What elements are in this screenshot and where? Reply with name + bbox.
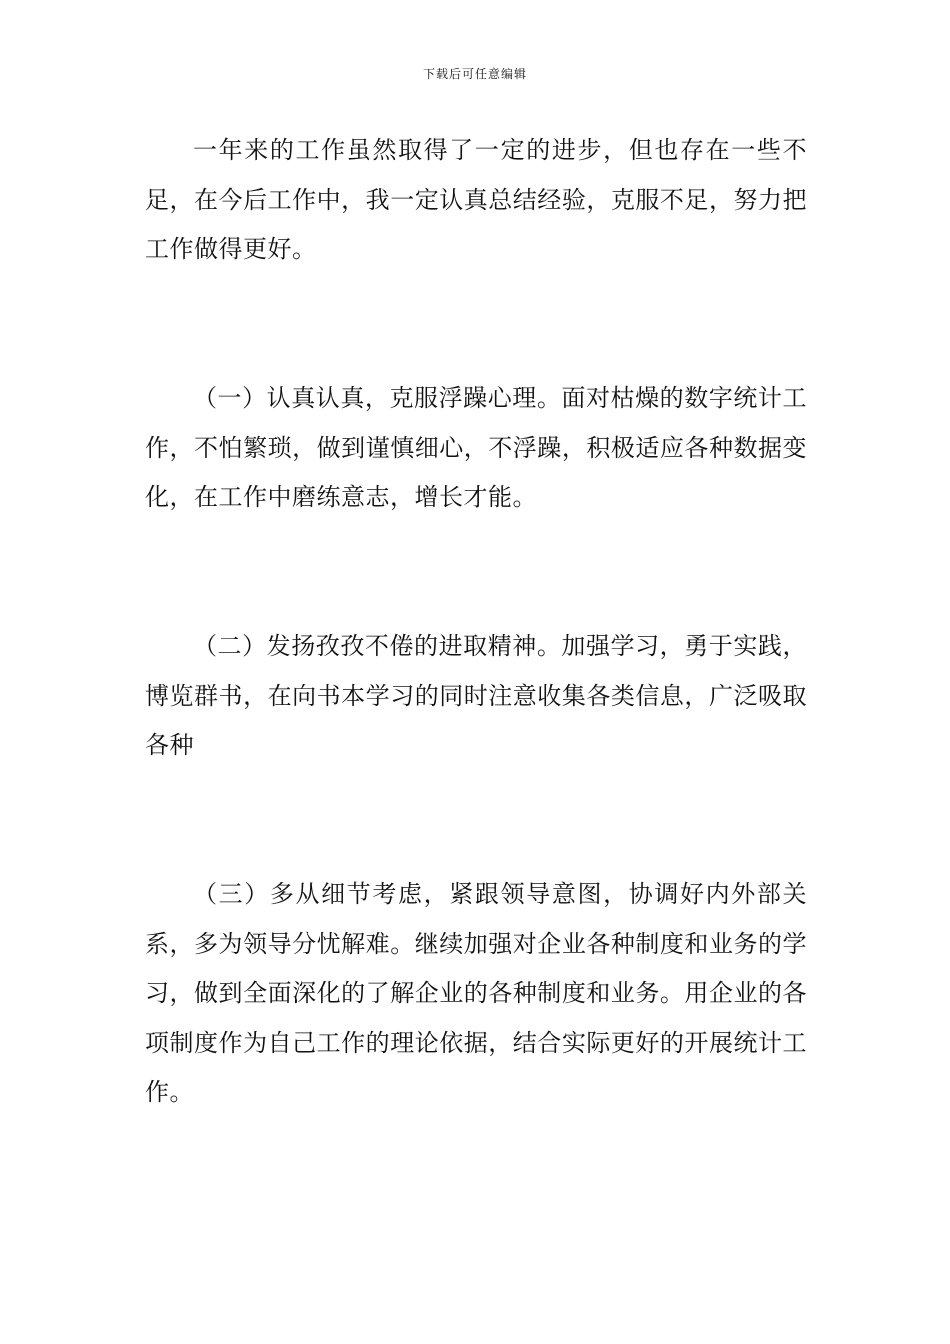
page-header-note: 下载后可任意编辑 [422, 67, 527, 81]
paragraph-point-one: （一）认真认真，克服浮躁心理。面对枯燥的数字统计工作，不怕繁琐，做到谨慎细心，不浮躁，积极适应各种数据变化，在工作中磨练意志，增长才能。 [145, 384, 807, 511]
paragraph-point-two: （二）发扬孜孜不倦的进取精神。加强学习，勇于实践，博览群书，在向书本学习的同时注意收集各类信息，广泛吸取各种 [145, 632, 807, 759]
paragraph-summary: 一年来的工作虽然取得了一定的进步，但也存在一些不足，在今后工作中，我一定认真总结经验，克服不足，努力把工作做得更好。 [145, 136, 807, 263]
paragraph-point-three: （三）多从细节考虑，紧跟领导意图，协调好内外部关系，多为领导分忧解难。继续加强对企业各种制度和业务的学习，做到全面深化的了解企业的各种制度和业务。用企业的各项制度作为自己工作的理论依据，结合实际更好的开展统计工作。 [145, 880, 807, 1106]
